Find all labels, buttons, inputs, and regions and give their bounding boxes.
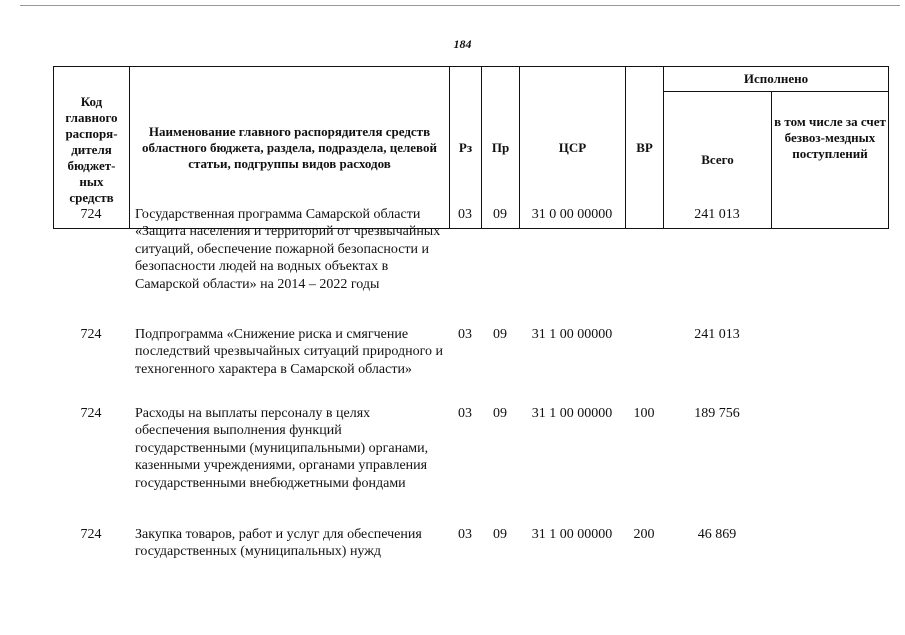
header-total: Всего — [664, 92, 772, 229]
top-rule — [20, 5, 900, 6]
row-rz: 03 — [458, 406, 472, 421]
row-code: 724 — [80, 527, 102, 542]
table-header — [53, 66, 889, 229]
row-total: 189 756 — [694, 406, 740, 421]
row-code: 724 — [80, 207, 102, 222]
row-pr: 09 — [493, 327, 507, 342]
header-csr: ЦСР — [520, 67, 626, 229]
header-rz: Рз — [450, 67, 482, 229]
header-code: Код главного распоря-дителя бюджет-ных средств — [54, 67, 130, 229]
page-number: 184 — [453, 37, 472, 51]
row-csr: 31 1 00 00000 — [531, 527, 613, 542]
row-name: Закупка товаров, работ и услуг для обеспечения государственных (муниципальных) нужд — [135, 527, 422, 560]
row-rz: 03 — [458, 327, 472, 342]
row-csr: 31 1 00 00000 — [531, 327, 613, 342]
row-total: 241 013 — [694, 327, 740, 342]
row-name: Государственная программа Самарской области «Защита населения и территорий от чрезвычайных ситуаций, обеспечение пожарной безопасности и безопасности людей на водных объектах в Самарской области» на 2014 – 2022 годы — [135, 207, 441, 292]
row-total: 46 869 — [697, 527, 737, 542]
row-rz: 03 — [458, 207, 472, 222]
row-name: Подпрограмма «Снижение риска и смягчение последствий чрезвычайных ситуаций природного и техногенного характера в Самарской области» — [135, 327, 443, 377]
row-csr: 31 0 00 00000 — [531, 207, 613, 222]
row-code: 724 — [80, 327, 102, 342]
row-pr: 09 — [493, 207, 507, 222]
header-other-revenue: в том числе за счет безвоз-мездных поступлений — [772, 92, 889, 229]
row-total: 241 013 — [694, 207, 740, 222]
row-rz: 03 — [458, 527, 472, 542]
row-pr: 09 — [493, 527, 507, 542]
header-pr: Пр — [482, 67, 520, 229]
row-name: Расходы на выплаты персоналу в целях обеспечения выполнения функций государственными (муниципальными) органами, казенными учреждениями, органами управления государственными внебюджетными фондами — [135, 406, 429, 491]
row-csr: 31 1 00 00000 — [531, 406, 613, 421]
header-executed: Исполнено — [664, 67, 889, 92]
row-code: 724 — [80, 406, 102, 421]
header-vr: ВР — [626, 67, 664, 229]
row-vr: 200 — [633, 527, 655, 542]
header-name: Наименование главного распорядителя средств областного бюджета, раздела, подраздела, целевой статьи, подгруппы видов расходов — [130, 67, 450, 229]
row-vr: 100 — [633, 406, 655, 421]
row-pr: 09 — [493, 406, 507, 421]
